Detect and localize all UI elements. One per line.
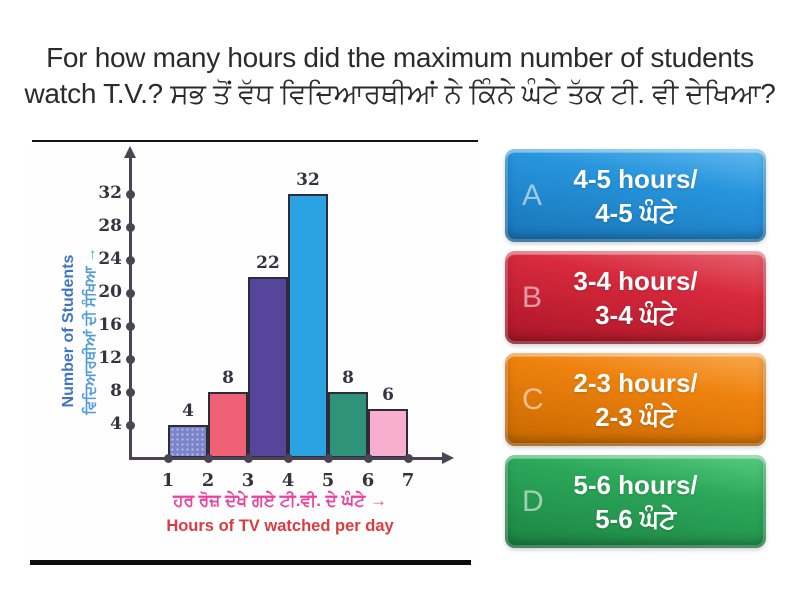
y-axis-dot <box>126 223 135 232</box>
y-tick-label: 20 <box>98 282 122 302</box>
option-button-d[interactable] <box>505 455 766 548</box>
x-axis-dot <box>284 454 293 463</box>
y-axis <box>129 158 132 460</box>
option-label <box>573 162 697 230</box>
question-text <box>0 40 800 112</box>
option-letter: A <box>522 178 543 212</box>
option-label-punjabi: 4-5 ਘੰਟੇ <box>595 197 676 228</box>
option-label-english: 4-5 hours/ <box>573 163 698 194</box>
option-label-english: 2-3 hours/ <box>573 367 698 398</box>
option-label <box>573 366 697 434</box>
x-axis-label-punjabi: ਹਰ ਰੋਜ਼ ਦੇਖੇ ਗਏ ਟੀ.ਵੀ. ਦੇ ਘੰਟੇ → <box>173 491 387 510</box>
bar-5-6 <box>328 392 368 458</box>
y-axis-label-punjabi: ਵਿਦਿਆਰਥੀਆਂ ਦੀ ਸੰਖਿਆ → <box>82 247 99 415</box>
option-label <box>573 468 697 536</box>
option-letter: C <box>522 382 544 416</box>
y-tick-label: 24 <box>98 249 122 269</box>
bar-value-label: 22 <box>256 252 280 273</box>
x-axis-dot <box>404 454 413 463</box>
x-axis-dot <box>364 454 373 463</box>
y-tick-label: 4 <box>110 414 122 434</box>
option-label-punjabi: 2-3 ਘੰਟੇ <box>595 401 676 432</box>
x-axis-dot <box>244 454 253 463</box>
y-tick-label: 32 <box>98 183 122 203</box>
chart-image <box>30 140 480 565</box>
option-label-punjabi: 5-6 ਘੰਟੇ <box>595 503 676 534</box>
option-label <box>573 264 697 332</box>
bar-2-3 <box>208 392 248 458</box>
x-axis-dot <box>324 454 333 463</box>
y-tick-label: 28 <box>98 216 122 236</box>
bar-4-5 <box>288 194 328 458</box>
x-axis-label-english: Hours of TV watched per day <box>166 517 394 535</box>
x-tick-label: 2 <box>201 470 215 491</box>
x-tick-label: 4 <box>281 470 295 491</box>
y-axis-arrow <box>124 146 136 158</box>
x-tick-label: 7 <box>401 470 415 491</box>
x-axis-dot <box>204 454 213 463</box>
x-axis-dot <box>164 454 173 463</box>
bar-1-2 <box>168 425 208 458</box>
x-tick-label: 1 <box>161 470 175 491</box>
bar-value-label: 32 <box>296 170 320 190</box>
option-label-punjabi: 3-4 ਘੰਟੇ <box>595 299 676 330</box>
y-axis-dot <box>126 190 135 199</box>
option-button-c[interactable] <box>505 353 766 446</box>
option-button-b[interactable] <box>505 251 766 344</box>
option-button-a[interactable] <box>505 149 766 242</box>
option-letter: B <box>522 280 543 314</box>
y-tick-label: 8 <box>110 381 122 401</box>
y-axis-dot <box>126 388 135 397</box>
x-tick-label: 5 <box>321 470 335 491</box>
y-tick-label: 16 <box>98 315 122 335</box>
bar-value-label: 8 <box>342 368 354 388</box>
y-axis-dot <box>126 256 135 265</box>
y-axis-dot <box>126 322 135 331</box>
x-tick-label: 3 <box>241 470 255 491</box>
y-axis-label-english: Number of Students <box>60 254 77 408</box>
option-label-english: 3-4 hours/ <box>573 265 698 296</box>
x-axis-arrow <box>442 452 454 464</box>
bar-6-7 <box>368 409 408 459</box>
question-line-2: watch T.V.? ਸਭ ਤੋਂ ਵੱਧ ਵਿਦਿਆਰਥੀਆਂ ਨੇ ਕਿੰਨੇ ਘੰਟੇ ਤੱਕ ਟੀ. ਵੀ ਦੇਖਿਆ? <box>24 78 776 109</box>
bar-value-label: 6 <box>382 384 394 405</box>
option-label-english: 5-6 hours/ <box>573 469 698 500</box>
option-letter: D <box>522 484 544 518</box>
y-tick-label: 12 <box>98 348 122 368</box>
y-axis-dot <box>126 421 135 430</box>
bar-3-4 <box>248 277 288 459</box>
bar-value-label: 8 <box>222 368 234 388</box>
x-tick-label: 6 <box>361 470 375 491</box>
bar-value-label: 4 <box>182 401 194 421</box>
y-axis-dot <box>126 289 135 298</box>
y-axis-dot <box>126 355 135 364</box>
question-line-1: For how many hours did the maximum number of students <box>46 42 754 73</box>
